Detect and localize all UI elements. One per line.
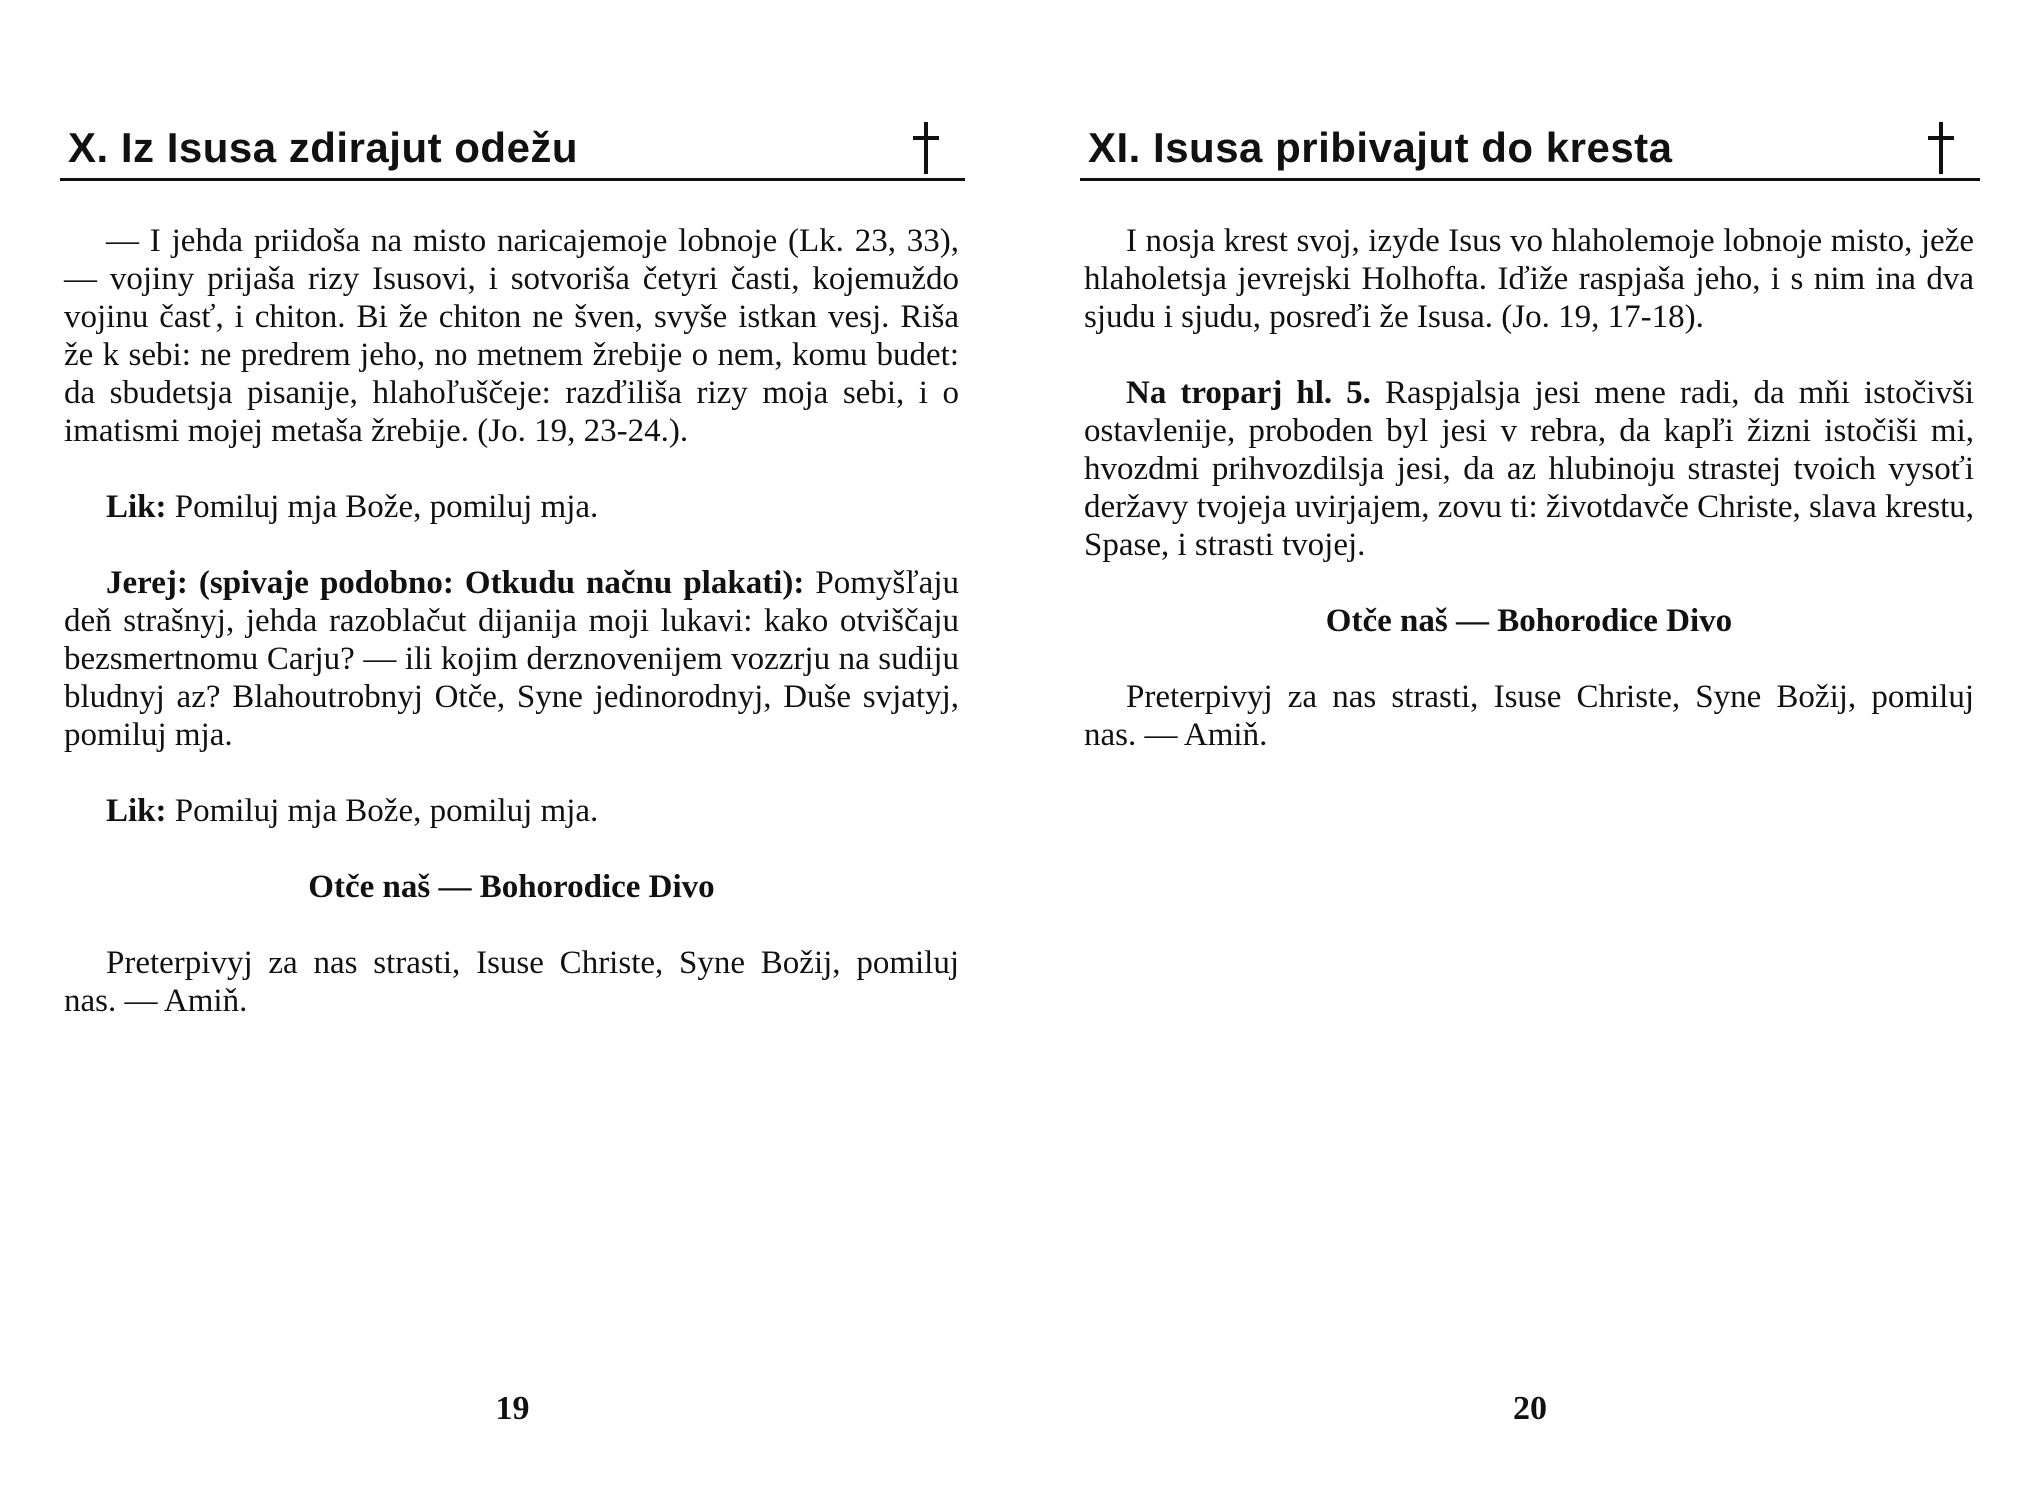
lik-label: Lik:	[106, 489, 167, 525]
otce-nas-line: Otče naš — Bohorodice Divo	[1325, 603, 1733, 639]
paragraph-gospel: I nosja krest svoj, izyde Isus vo hlaholemoje lobnoje misto, ježe hlaholetsja jevrejski Holhofta. Iďiže raspjaša jeho, i s nim ina dva sjudu i sjudu, posreďi že Isusa. (Jo. 19, 17-18).	[1084, 223, 1974, 335]
jerej-text: Pomyšľaju deň strašnyj, jehda razoblačut dijanija moji lukavi: kako otviščaju bezsmertnomu Carju? — ili kojim derznovenijem vozzrju na sudiju bludnyj az? Blahoutrobnyj Otče, Syne jedinorodnyj, Duše svjatyj, pomiluj mja.	[64, 565, 959, 753]
right-page	[1080, 0, 1980, 1500]
paragraph-jerej	[64, 564, 959, 754]
otce-nas-line: Otče naš — Bohorodice Divo	[308, 869, 715, 905]
lik-text-2: Pomiluj mja Bože, pomiluj mja.	[174, 793, 599, 829]
section-heading-x	[60, 100, 965, 181]
page-number: 19	[495, 1390, 530, 1427]
left-page	[60, 0, 965, 1500]
cross-icon	[1928, 122, 1954, 174]
heading-title: X. Iz Isusa zdirajut odežu	[68, 124, 579, 171]
paragraph-closing: Preterpivyj za nas strasti, Isuse Christe, Syne Božij, pomiluj nas. — Amiň.	[64, 945, 959, 1019]
paragraph-tropar	[1084, 374, 1974, 564]
tropar-text: Raspjalsja jesi mene radi, da mňi istočivši ostavlenije, proboden byl jesi v rebra, da kapľi žizni istočiši mi, hvozdmi prihvozdilsja jesi, da az hlubinoju strastej tvoich vysoťi deržavy tvojeja uvirjajem, zovu ti: životdavče Christe, slava krestu, Spase, i strasti tvojej.	[1084, 375, 1974, 563]
right-body-text	[1084, 222, 1974, 754]
paragraph-lik-2	[64, 792, 959, 830]
jerej-label: Jerej: (spivaje podobno: Otkudu načnu plakati):	[106, 565, 805, 601]
heading-title: XI. Isusa pribivajut do kresta	[1088, 124, 1673, 171]
section-heading-xi	[1080, 100, 1980, 181]
cross-icon	[913, 122, 939, 174]
left-body-text	[64, 222, 959, 1020]
page-number: 20	[1513, 1390, 1547, 1427]
lik-text: Pomiluj mja Bože, pomiluj mja.	[174, 489, 599, 525]
paragraph-closing: Preterpivyj za nas strasti, Isuse Christe, Syne Božij, pomiluj nas. — Amiň.	[1084, 679, 1974, 753]
paragraph-gospel: — I jehda priidoša na misto naricajemoje lobnoje (Lk. 23, 33), — vojiny prijaša rizy Isusovi, i sotvoriša četyri časti, kojemuždo vojinu časť, i chiton. Bi že chiton ne šven, svyše istkan vesj. Riša že k sebi: ne predrem jeho, no metnem žrebije o nem, komu budet: da sbudetsja pisanije, hlahoľuščeje: razďiliša rizy moja sebi, i o imatismi mojej metaša žrebije. (Jo. 19, 23-24.).	[64, 223, 959, 449]
lik-label-2: Lik:	[106, 793, 167, 829]
tropar-label: Na troparj hl. 5.	[1126, 375, 1371, 411]
paragraph-lik	[64, 488, 959, 526]
